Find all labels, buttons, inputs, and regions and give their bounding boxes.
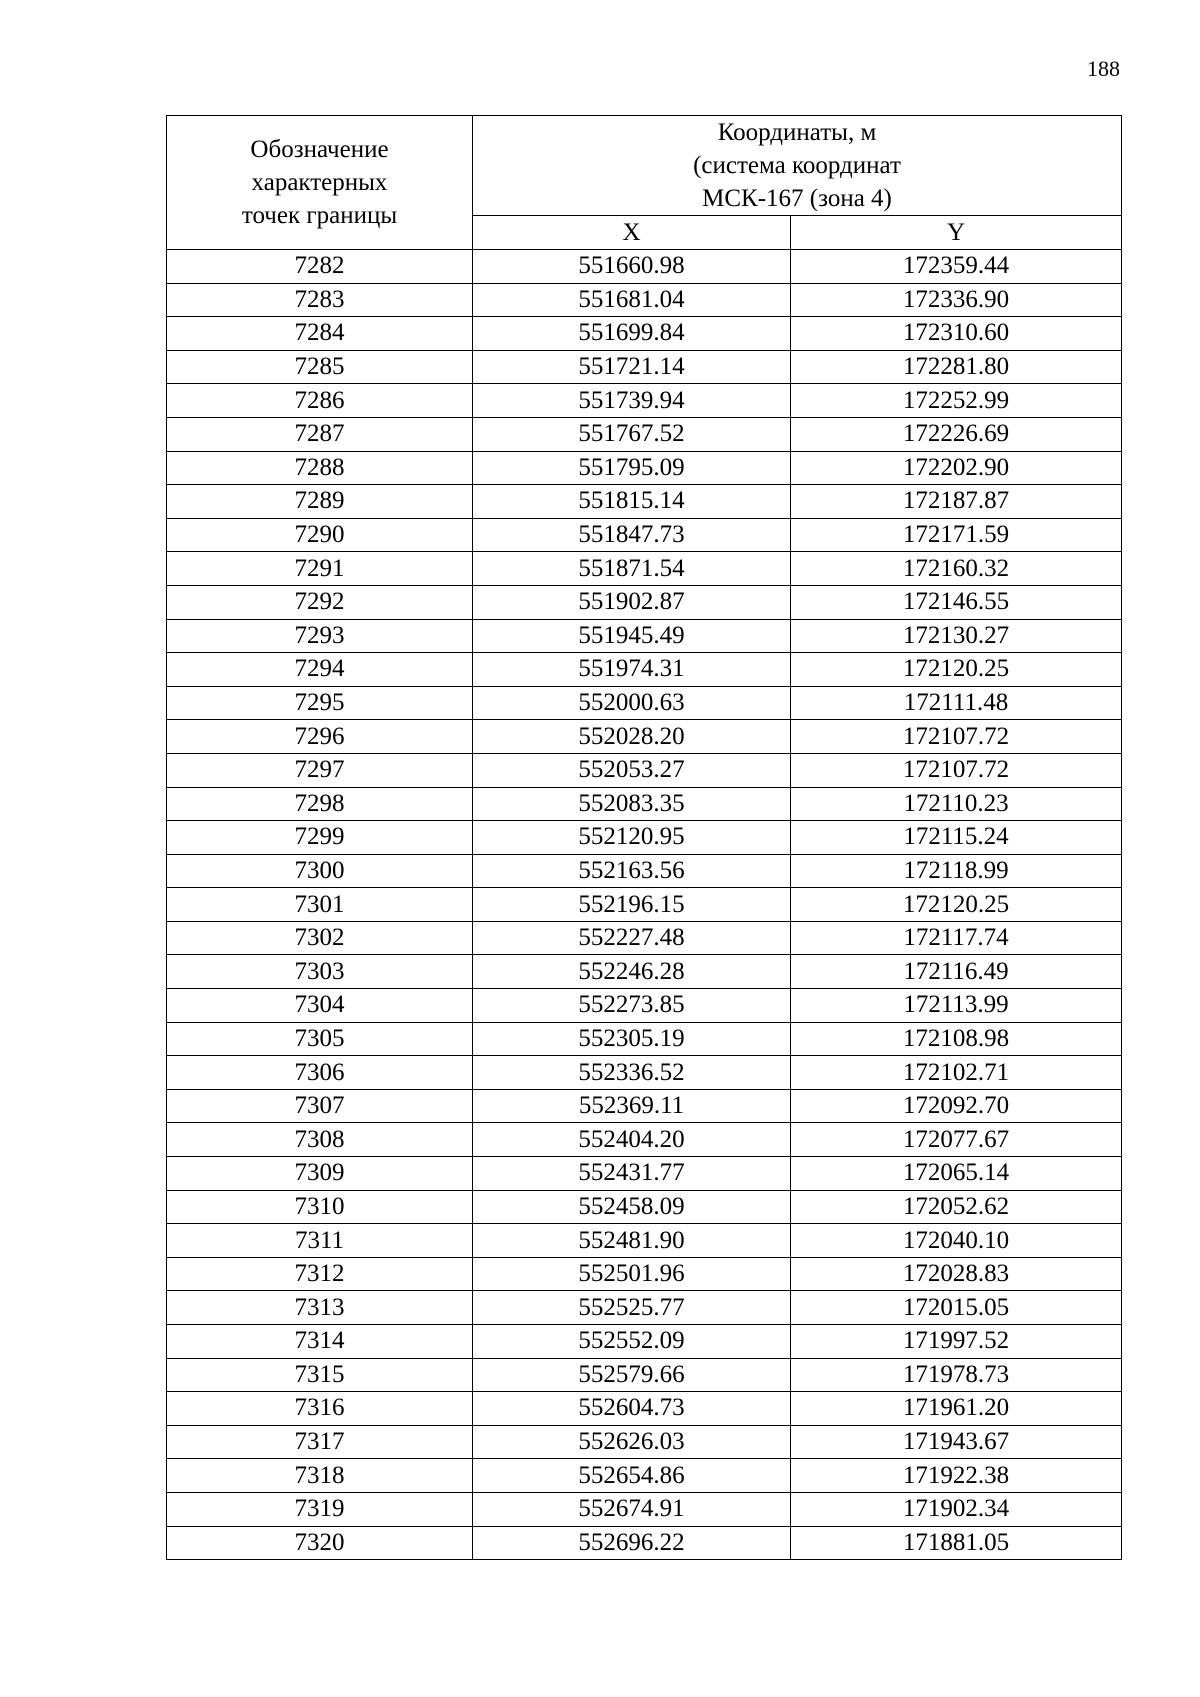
point-cell: 7298 [167,787,473,821]
x-coordinate-cell: 551767.52 [473,417,791,451]
y-coordinate-cell: 171961.20 [791,1392,1122,1426]
point-cell: 7307 [167,1089,473,1123]
y-coordinate-cell: 172092.70 [791,1089,1122,1123]
point-cell: 7319 [167,1492,473,1526]
x-coordinate-cell: 552196.15 [473,888,791,922]
y-coordinate-cell: 172110.23 [791,787,1122,821]
table-row [167,350,1122,384]
x-coordinate-cell: 552654.86 [473,1459,791,1493]
y-coordinate-cell: 172108.98 [791,1022,1122,1056]
table-header [167,116,1122,250]
x-coordinate-cell: 552369.11 [473,1089,791,1123]
x-coordinate-cell: 551795.09 [473,451,791,485]
y-coordinate-cell: 172015.05 [791,1291,1122,1325]
y-coordinate-cell: 172028.83 [791,1257,1122,1291]
point-cell: 7304 [167,989,473,1023]
header-point-designation [167,116,473,250]
table-row [167,955,1122,989]
y-coordinate-cell: 171922.38 [791,1459,1122,1493]
table-row [167,686,1122,720]
y-coordinate-cell: 172226.69 [791,417,1122,451]
point-cell: 7294 [167,653,473,687]
y-coordinate-cell: 172065.14 [791,1157,1122,1191]
table-row [167,1392,1122,1426]
x-coordinate-cell: 552053.27 [473,753,791,787]
x-coordinate-cell: 552227.48 [473,921,791,955]
point-cell: 7295 [167,686,473,720]
table-row [167,283,1122,317]
table-row [167,821,1122,855]
x-coordinate-cell: 552552.09 [473,1325,791,1359]
y-coordinate-cell: 171978.73 [791,1358,1122,1392]
y-coordinate-cell: 172115.24 [791,821,1122,855]
y-coordinate-cell: 172117.74 [791,921,1122,955]
y-coordinate-cell: 172130.27 [791,619,1122,653]
y-coordinate-cell: 172146.55 [791,585,1122,619]
table-row [167,552,1122,586]
x-coordinate-cell: 551945.49 [473,619,791,653]
y-coordinate-cell: 172120.25 [791,653,1122,687]
table-row [167,417,1122,451]
y-coordinate-cell: 172040.10 [791,1224,1122,1258]
point-cell: 7287 [167,417,473,451]
point-cell: 7293 [167,619,473,653]
table-row [167,619,1122,653]
x-coordinate-cell: 551871.54 [473,552,791,586]
point-cell: 7309 [167,1157,473,1191]
x-coordinate-cell: 552481.90 [473,1224,791,1258]
y-coordinate-cell: 172281.80 [791,350,1122,384]
x-coordinate-cell: 552674.91 [473,1492,791,1526]
x-coordinate-cell: 552120.95 [473,821,791,855]
y-coordinate-cell: 172120.25 [791,888,1122,922]
x-coordinate-cell: 552028.20 [473,720,791,754]
y-coordinate-cell: 171943.67 [791,1425,1122,1459]
table-row [167,1459,1122,1493]
point-cell: 7292 [167,585,473,619]
point-cell: 7315 [167,1358,473,1392]
y-coordinate-cell: 172113.99 [791,989,1122,1023]
point-cell: 7284 [167,317,473,351]
point-cell: 7308 [167,1123,473,1157]
point-cell: 7305 [167,1022,473,1056]
table-row [167,1022,1122,1056]
point-cell: 7316 [167,1392,473,1426]
point-cell: 7283 [167,283,473,317]
table-row [167,1157,1122,1191]
x-coordinate-cell: 551721.14 [473,350,791,384]
x-coordinate-cell: 552163.56 [473,854,791,888]
x-coordinate-cell: 552083.35 [473,787,791,821]
header-coords-line: (система координат [693,152,901,179]
y-coordinate-cell: 171902.34 [791,1492,1122,1526]
x-coordinate-cell: 552579.66 [473,1358,791,1392]
y-coordinate-cell: 172310.60 [791,317,1122,351]
x-coordinate-cell: 552604.73 [473,1392,791,1426]
point-cell: 7285 [167,350,473,384]
table-row [167,753,1122,787]
y-coordinate-cell: 172202.90 [791,451,1122,485]
point-cell: 7299 [167,821,473,855]
point-cell: 7313 [167,1291,473,1325]
point-cell: 7320 [167,1526,473,1560]
y-coordinate-cell: 171997.52 [791,1325,1122,1359]
point-cell: 7300 [167,854,473,888]
y-coordinate-cell: 171881.05 [791,1526,1122,1560]
x-coordinate-cell: 551699.84 [473,317,791,351]
y-coordinate-cell: 172111.48 [791,686,1122,720]
point-cell: 7301 [167,888,473,922]
y-coordinate-cell: 172052.62 [791,1190,1122,1224]
point-cell: 7318 [167,1459,473,1493]
table-row [167,921,1122,955]
x-coordinate-cell: 552000.63 [473,686,791,720]
y-coordinate-cell: 172160.32 [791,552,1122,586]
x-coordinate-cell: 552458.09 [473,1190,791,1224]
x-coordinate-cell: 551681.04 [473,283,791,317]
header-point-line: характерных [251,169,388,196]
header-coords-line: Координаты, м [717,119,877,146]
x-coordinate-cell: 552404.20 [473,1123,791,1157]
table-row [167,518,1122,552]
point-cell: 7314 [167,1325,473,1359]
y-coordinate-cell: 172116.49 [791,955,1122,989]
x-coordinate-cell: 551902.87 [473,585,791,619]
table-row [167,1257,1122,1291]
table-row [167,1056,1122,1090]
y-coordinate-cell: 172252.99 [791,384,1122,418]
table-row [167,317,1122,351]
table-row [167,787,1122,821]
header-x: X [473,216,791,250]
header-coords-line: МСК-167 (зона 4) [702,185,892,212]
x-coordinate-cell: 552305.19 [473,1022,791,1056]
point-cell: 7282 [167,250,473,284]
table-row [167,989,1122,1023]
point-cell: 7296 [167,720,473,754]
point-cell: 7312 [167,1257,473,1291]
table-row [167,720,1122,754]
table-row [167,1358,1122,1392]
y-coordinate-cell: 172336.90 [791,283,1122,317]
table-row [167,1089,1122,1123]
point-cell: 7290 [167,518,473,552]
x-coordinate-cell: 551974.31 [473,653,791,687]
table-row [167,653,1122,687]
x-coordinate-cell: 551660.98 [473,250,791,284]
table-row [167,888,1122,922]
table-row [167,1224,1122,1258]
point-cell: 7311 [167,1224,473,1258]
header-y: Y [791,216,1122,250]
table-row [167,1492,1122,1526]
point-cell: 7306 [167,1056,473,1090]
x-coordinate-cell: 551739.94 [473,384,791,418]
x-coordinate-cell: 551847.73 [473,518,791,552]
x-coordinate-cell: 552626.03 [473,1425,791,1459]
x-coordinate-cell: 552336.52 [473,1056,791,1090]
point-cell: 7291 [167,552,473,586]
header-point-line: точек границы [241,202,398,229]
coordinates-table [166,115,1122,1560]
point-cell: 7288 [167,451,473,485]
point-cell: 7303 [167,955,473,989]
table-row [167,1291,1122,1325]
header-point-line: Обозначение [250,136,389,163]
y-coordinate-cell: 172359.44 [791,250,1122,284]
table-row [167,1190,1122,1224]
y-coordinate-cell: 172118.99 [791,854,1122,888]
header-coordinates [473,116,1122,216]
table-row [167,1425,1122,1459]
table-row [167,1526,1122,1560]
x-coordinate-cell: 552501.96 [473,1257,791,1291]
y-coordinate-cell: 172102.71 [791,1056,1122,1090]
y-coordinate-cell: 172107.72 [791,753,1122,787]
point-cell: 7289 [167,485,473,519]
y-coordinate-cell: 172187.87 [791,485,1122,519]
table-body [167,250,1122,1560]
x-coordinate-cell: 551815.14 [473,485,791,519]
table-row [167,384,1122,418]
x-coordinate-cell: 552431.77 [473,1157,791,1191]
y-coordinate-cell: 172171.59 [791,518,1122,552]
x-coordinate-cell: 552273.85 [473,989,791,1023]
point-cell: 7302 [167,921,473,955]
table-row [167,854,1122,888]
table-row [167,1123,1122,1157]
point-cell: 7310 [167,1190,473,1224]
page-number: 188 [1087,56,1120,81]
x-coordinate-cell: 552525.77 [473,1291,791,1325]
y-coordinate-cell: 172107.72 [791,720,1122,754]
table-row [167,250,1122,284]
x-coordinate-cell: 552696.22 [473,1526,791,1560]
point-cell: 7297 [167,753,473,787]
table-row [167,1325,1122,1359]
point-cell: 7317 [167,1425,473,1459]
table-row [167,485,1122,519]
y-coordinate-cell: 172077.67 [791,1123,1122,1157]
table-row [167,451,1122,485]
x-coordinate-cell: 552246.28 [473,955,791,989]
table-row [167,585,1122,619]
point-cell: 7286 [167,384,473,418]
